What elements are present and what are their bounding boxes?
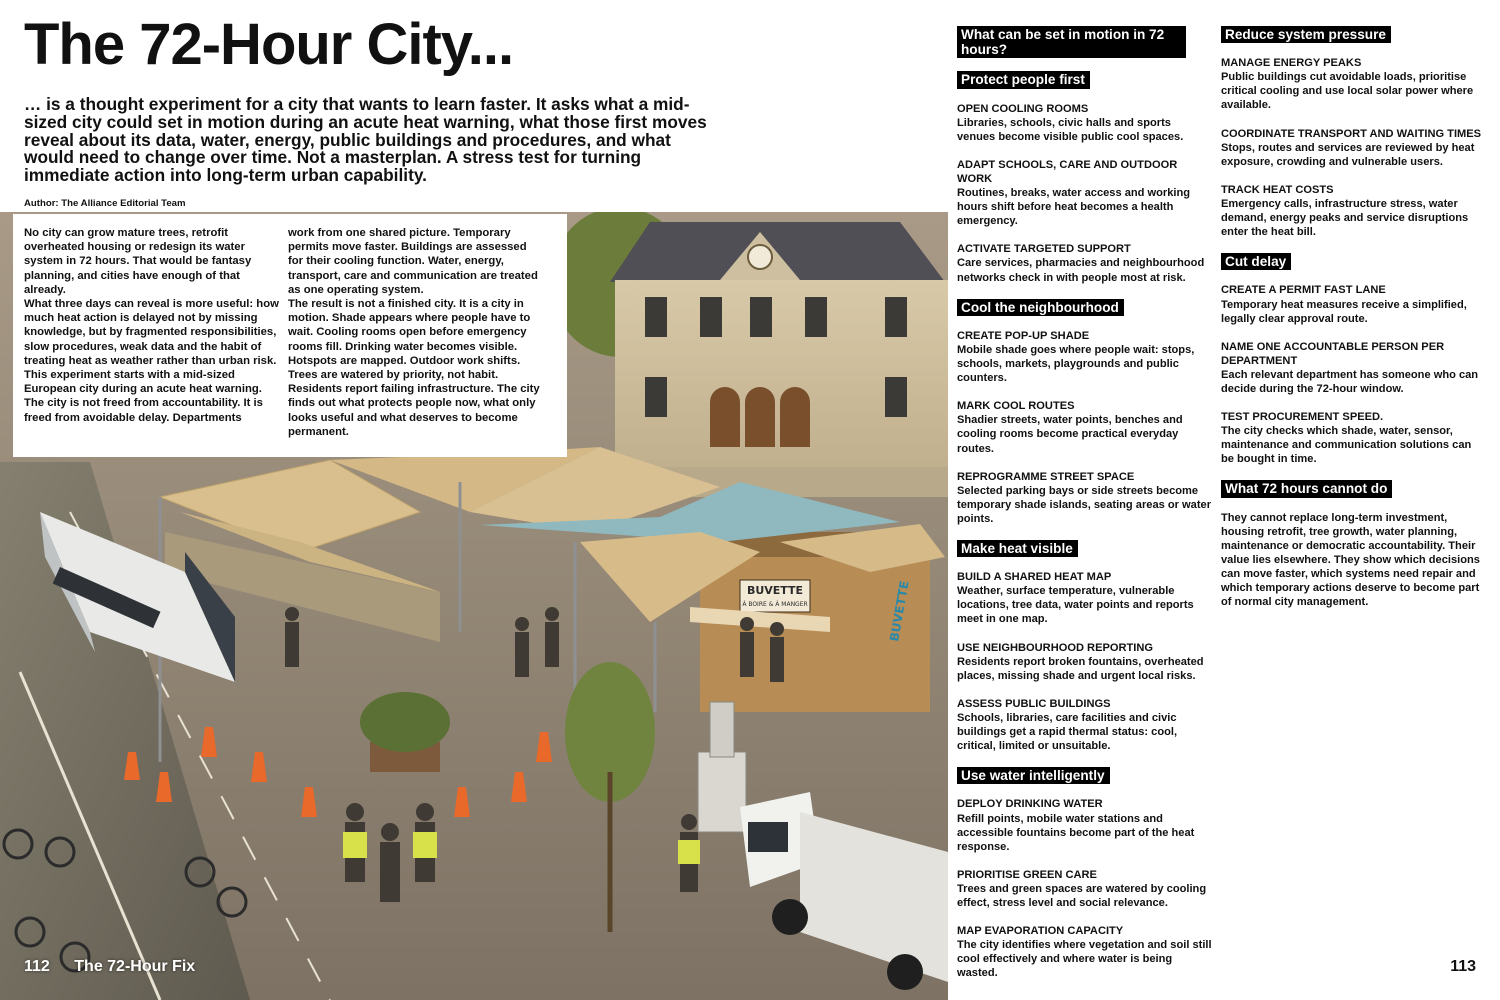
action-item-title: TRACK HEAT COSTS: [1221, 183, 1334, 196]
section-heading: Use water intelligently: [957, 767, 1110, 784]
body-paragraph: No city can grow mature trees, retrofit overheated housing or redesign its water system in 72 hours. That would be fantasy planning, and cities have enough of that already.: [24, 227, 252, 296]
action-item-title: USE NEIGHBOURHOOD REPORTING: [957, 641, 1154, 654]
action-item-body: Stops, routes and services are reviewed by heat exposure, crowding and vulnerable users.: [1221, 141, 1475, 168]
action-item-title: ADAPT SCHOOLS, CARE AND OUTDOOR WORK: [957, 158, 1178, 185]
question-heading: What can be set in motion in 72 hours?: [957, 26, 1186, 58]
action-item-title: MAP EVAPORATION CAPACITY: [957, 925, 1124, 938]
section-heading: Protect people first: [957, 71, 1090, 88]
running-section-title: The 72-Hour Fix: [74, 958, 196, 975]
action-item: [957, 102, 1212, 144]
action-item: [1221, 340, 1483, 396]
action-item-title: CREATE A PERMIT FAST LANE: [1221, 284, 1386, 297]
page-title: The 72-Hour City...: [24, 12, 514, 77]
action-item: [957, 570, 1212, 626]
kiosk-sign-title: BUVETTE: [746, 584, 804, 597]
kiosk-side-sign: BUVETTE: [887, 579, 912, 643]
section-heading: Make heat visible: [957, 540, 1078, 557]
action-item: [957, 470, 1212, 526]
action-item-title: CREATE POP-UP SHADE: [957, 329, 1090, 342]
right-page: [948, 0, 1500, 1000]
action-item-title: OPEN COOLING ROOMS: [957, 102, 1089, 115]
action-item-title: PRIORITISE GREEN CARE: [957, 868, 1097, 881]
body-text-box: [13, 214, 567, 457]
body-column-1: [24, 226, 280, 425]
action-item: [957, 924, 1212, 980]
action-item-title: MARK COOL ROUTES: [957, 400, 1075, 413]
right-column-2: [1221, 26, 1483, 609]
body-paragraph: What three days can reveal is more useful: how much heat action is delayed not by missing knowledge, but by fragmented responsibilities, slow procedures, weak data and the habit of treating heat as weather rather than urban risk.: [24, 298, 279, 367]
action-item-body: Selected parking bays or side streets become temporary shade islands, seating areas or water points.: [957, 484, 1212, 525]
action-item-body: Trees and green spaces are watered by cooling effect, stress level and social relevance.: [957, 882, 1207, 909]
author-credit: Author: The Alliance Editorial Team: [24, 198, 186, 209]
action-item-title: TEST PROCUREMENT SPEED.: [1221, 411, 1384, 424]
action-item-title: DEPLOY DRINKING WATER: [957, 798, 1103, 811]
right-column-1: [957, 26, 1212, 994]
action-item: [957, 641, 1212, 683]
action-item-body: Public buildings cut avoidable loads, prioritise critical cooling and use local solar power where available.: [1221, 71, 1474, 112]
left-footer: [24, 958, 195, 976]
intro-standfirst: … is a thought experiment for a city that wants to learn faster. It asks what a mid-sized city could set in motion during an acute heat warning, what those first moves reveal about its data, water, energy, public buildings and procedures, and what would need to change over time. Not a masterplan. A stress test for turning immediate action into long-term urban capability.: [24, 94, 707, 186]
section-heading: Cut delay: [1221, 253, 1291, 270]
body-paragraph: work from one shared picture. Temporary permits move faster. Buildings are assessed for their cooling function. Water, energy, transport, care and communication are treated as one operating system.: [288, 227, 538, 296]
action-item: [957, 797, 1212, 853]
action-item-body: Libraries, schools, civic halls and sports venues become visible public cool spaces.: [957, 116, 1184, 143]
action-item-body: Routines, breaks, water access and working hours shift before heat becomes a health emergency.: [957, 187, 1191, 228]
body-paragraph: The result is not a finished city. It is a city in motion. Shade appears where people have to wait. Cooling rooms open before emergency rooms fill. Drinking water becomes visible. Hotspots are mapped. Outdoor work shifts. Trees are watered by priority, not habit. Residents report failing infrastructure. The city finds out what protects people now, what only looks useful and what deserves to become permanent.: [288, 298, 540, 438]
action-item-title: BUILD A SHARED HEAT MAP: [957, 571, 1112, 584]
action-item-title: COORDINATE TRANSPORT AND WAITING TIMES: [1221, 127, 1482, 140]
action-item-body: Weather, surface temperature, vulnerable locations, tree data, water points and reports meet in one map.: [957, 585, 1194, 626]
action-item-body: Residents report broken fountains, overheated places, missing shade and urgent local risks.: [957, 655, 1204, 682]
action-item-title: REPROGRAMME STREET SPACE: [957, 470, 1135, 483]
action-item: [1221, 127, 1483, 169]
action-item: [1221, 410, 1483, 466]
action-item: [957, 868, 1212, 910]
action-item: [1221, 183, 1483, 239]
body-paragraph: This experiment starts with a mid-sized European city during an acute heat warning. The city is not freed from accountability. It is freed from avoidable delay. Departments: [24, 369, 263, 424]
section-heading: Cool the neighbourhood: [957, 299, 1124, 316]
action-item: [957, 329, 1212, 385]
action-item: [957, 242, 1212, 284]
action-item-body: The city identifies where vegetation and soil still cool effectively and where water is being wasted.: [957, 939, 1212, 980]
action-item-title: NAME ONE ACCOUNTABLE PERSON PER DEPARTMENT: [1221, 340, 1445, 367]
section-heading: What 72 hours cannot do: [1221, 480, 1392, 497]
section-heading: Reduce system pressure: [1221, 26, 1391, 43]
page-number-left: 112: [24, 958, 50, 975]
action-item: [1221, 283, 1483, 325]
page-number-right: 113: [1450, 958, 1476, 975]
action-item: [957, 158, 1212, 228]
action-item-body: Care services, pharmacies and neighbourhood networks check in with people most at risk.: [957, 257, 1205, 284]
action-item: [957, 399, 1212, 455]
action-item-body: The city checks which shade, water, sensor, maintenance and communication solutions can be bought in time.: [1221, 425, 1472, 466]
action-item-body: Emergency calls, infrastructure stress, water demand, energy peaks and service disruptions enter the heat bill.: [1221, 197, 1469, 239]
action-item: [957, 697, 1212, 753]
action-item-body: Temporary heat measures receive a simplified, legally clear approval route.: [1221, 298, 1467, 325]
action-item: [1221, 56, 1483, 112]
action-item-body: Refill points, mobile water stations and accessible fountains become part of the heat response.: [957, 812, 1195, 853]
kiosk-sign-subtitle: À BOIRE & À MANGER: [742, 601, 808, 608]
body-column-2: [288, 226, 544, 439]
action-item-body: Schools, libraries, care facilities and civic buildings get a rapid thermal status: cool, critical, limited or unsuitable.: [957, 711, 1178, 753]
action-item-title: ASSESS PUBLIC BUILDINGS: [957, 697, 1111, 710]
action-item-title: ACTIVATE TARGETED SUPPORT: [957, 243, 1131, 256]
limits-paragraph: They cannot replace long-term investment, housing retrofit, tree growth, water planning, maintenance or democratic accountability. Their value lies elsewhere. They show which decisions can move faster, which systems need repair and which temporary actions deserve to become part of normal city management.: [1221, 511, 1480, 609]
action-item-body: Each relevant department has someone who can decide during the 72-hour window.: [1221, 368, 1479, 395]
action-item-body: Shadier streets, water points, benches and cooling rooms become practical everyday routes.: [957, 414, 1183, 455]
action-item-body: Mobile shade goes where people wait: stops, schools, markets, playgrounds and public counters.: [957, 343, 1195, 385]
action-item-title: MANAGE ENERGY PEAKS: [1221, 57, 1362, 70]
